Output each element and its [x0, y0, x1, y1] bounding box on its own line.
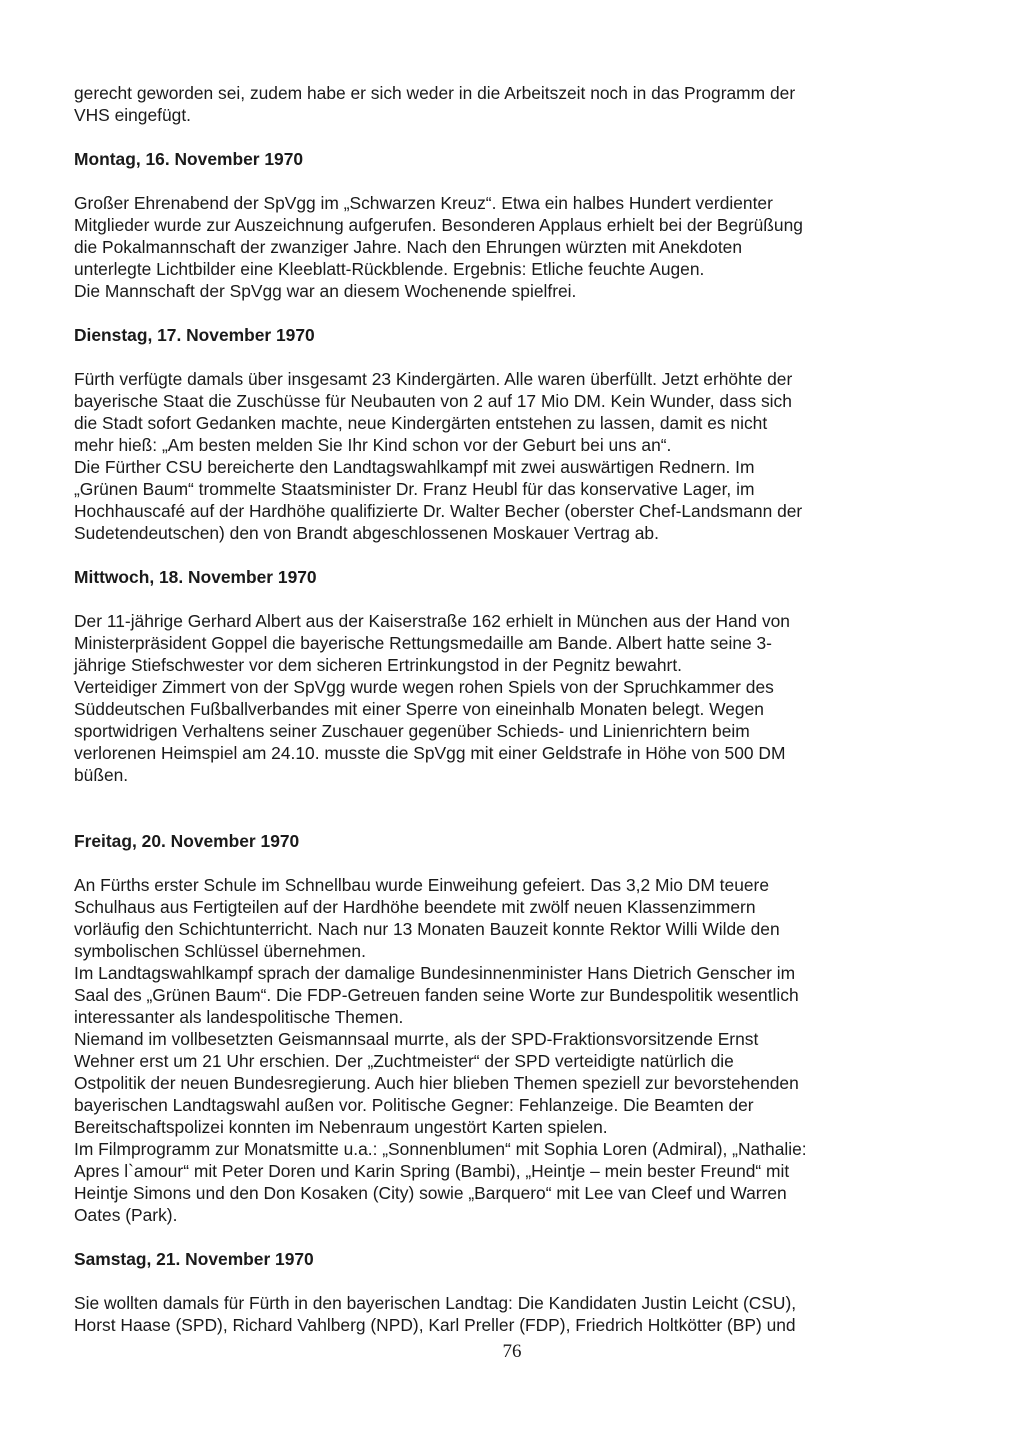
entry-heading-freitag: Freitag, 20. November 1970: [74, 831, 300, 851]
text-line: Bereitschaftspolizei konnten im Nebenraum ungestört Karten spielen.: [74, 1117, 608, 1137]
entry-paragraph-dienstag: [74, 368, 874, 544]
text-line: unterlegte Lichtbilder eine Kleeblatt-Rückblende. Ergebnis: Etliche feuchte Augen.: [74, 259, 705, 279]
text-line: Fürth verfügte damals über insgesamt 23 Kindergärten. Alle waren überfüllt. Jetzt erhöhte der: [74, 369, 793, 389]
text-line: Horst Haase (SPD), Richard Vahlberg (NPD), Karl Preller (FDP), Friedrich Holtkötter (BP) und: [74, 1315, 796, 1335]
entry-paragraph-mittwoch: [74, 610, 874, 786]
entry-paragraph-montag: [74, 192, 874, 302]
text-line: Sie wollten damals für Fürth in den bayerischen Landtag: Die Kandidaten Justin Leicht (CSU),: [74, 1293, 797, 1313]
text-line: Der 11-jährige Gerhard Albert aus der Kaiserstraße 162 erhielt in München aus der Hand von: [74, 611, 790, 631]
text-line: Ostpolitik der neuen Bundesregierung. Auch hier blieben Themen speziell zur bevorstehenden: [74, 1073, 799, 1093]
text-line: Ministerpräsident Goppel die bayerische Rettungsmedaille am Bande. Albert hatte seine 3-: [74, 633, 772, 653]
text-line: Großer Ehrenabend der SpVgg im „Schwarzen Kreuz“. Etwa ein halbes Hundert verdienter: [74, 193, 773, 213]
text-line: Wehner erst um 21 Uhr erschien. Der „Zuchtmeister“ der SPD verteidigte natürlich die: [74, 1051, 734, 1071]
text-line: gerecht geworden sei, zudem habe er sich weder in die Arbeitszeit noch in das Programm der: [74, 83, 796, 103]
text-line: Saal des „Grünen Baum“. Die FDP-Getreuen fanden seine Worte zur Bundespolitik wesentlich: [74, 985, 799, 1005]
text-line: interessanter als landespolitische Themen.: [74, 1007, 404, 1027]
text-line: Süddeutschen Fußballverbandes mit einer Sperre von eineinhalb Monaten belegt. Wegen: [74, 699, 764, 719]
text-line: bayerischen Landtagswahl außen vor. Politische Gegner: Fehlanzeige. Die Beamten der: [74, 1095, 754, 1115]
text-line: Heintje Simons und den Don Kosaken (City) sowie „Barquero“ mit Lee van Cleef und Warren: [74, 1183, 787, 1203]
text-line: vorläufig den Schichtunterricht. Nach nur 13 Monaten Bauzeit konnte Rektor Willi Wilde den: [74, 919, 780, 939]
text-line: Im Landtagswahlkampf sprach der damalige Bundesinnenminister Hans Dietrich Genscher im: [74, 963, 796, 983]
text-line: Die Mannschaft der SpVgg war an diesem Wochenende spielfrei.: [74, 281, 577, 301]
text-line: symbolischen Schlüssel übernehmen.: [74, 941, 366, 961]
text-line: mehr hieß: „Am besten melden Sie Ihr Kind schon vor der Geburt bei uns an“.: [74, 435, 672, 455]
entry-heading-samstag: Samstag, 21. November 1970: [74, 1249, 314, 1269]
text-line: Apres l`amour“ mit Peter Doren und Karin Spring (Bambi), „Heintje – mein bester Freund“ mit: [74, 1161, 790, 1181]
text-line: verlorenen Heimspiel am 24.10. musste die SpVgg mit einer Geldstrafe in Höhe von 500 DM: [74, 743, 786, 763]
entry-paragraph-samstag: [74, 1292, 874, 1336]
entry-heading-mittwoch: Mittwoch, 18. November 1970: [74, 567, 317, 587]
text-line: An Fürths erster Schule im Schnellbau wurde Einweihung gefeiert. Das 3,2 Mio DM teuere: [74, 875, 769, 895]
text-line: bayerische Staat die Zuschüsse für Neubauten von 2 auf 17 Mio DM. Kein Wunder, dass sich: [74, 391, 792, 411]
entry-heading-montag: Montag, 16. November 1970: [74, 149, 304, 169]
entry-paragraph-freitag: [74, 874, 874, 1226]
text-line: die Pokalmannschaft der zwanziger Jahre. Nach den Ehrungen würzten mit Anekdoten: [74, 237, 742, 257]
text-line: Oates (Park).: [74, 1205, 178, 1225]
text-line: Schulhaus aus Fertigteilen auf der Hardhöhe beendete mit zwölf neuen Klassenzimmern: [74, 897, 756, 917]
text-line: „Grünen Baum“ trommelte Staatsminister Dr. Franz Heubl für das konservative Lager, im: [74, 479, 755, 499]
page-number: 76: [502, 1341, 522, 1362]
entry-heading-dienstag: Dienstag, 17. November 1970: [74, 325, 315, 345]
text-line: büßen.: [74, 765, 129, 785]
text-line: VHS eingefügt.: [74, 105, 191, 125]
text-line: sportwidrigen Verhaltens seiner Zuschauer gegenüber Schieds- und Linienrichtern beim: [74, 721, 750, 741]
text-line: Mitglieder wurde zur Auszeichnung aufgerufen. Besonderen Applaus erhielt bei der Begrüßung: [74, 215, 803, 235]
text-line: Im Filmprogramm zur Monatsmitte u.a.: „Sonnenblumen“ mit Sophia Loren (Admiral), „Nathalie:: [74, 1139, 807, 1159]
text-line: Verteidiger Zimmert von der SpVgg wurde wegen rohen Spiels von der Spruchkammer des: [74, 677, 774, 697]
text-line: Hochhauscafé auf der Hardhöhe qualifizierte Dr. Walter Becher (oberster Chef-Landsmann der: [74, 501, 803, 521]
text-line: Die Fürther CSU bereicherte den Landtagswahlkampf mit zwei auswärtigen Rednern. Im: [74, 457, 755, 477]
document-page: [74, 82, 874, 1336]
text-line: die Stadt sofort Gedanken machte, neue Kindergärten entstehen zu lassen, damit es nicht: [74, 413, 768, 433]
intro-paragraph: [74, 82, 874, 126]
text-line: jährige Stiefschwester vor dem sicheren Ertrinkungstod in der Pegnitz bewahrt.: [74, 655, 683, 675]
text-line: Niemand im vollbesetzten Geismannsaal murrte, als der SPD-Fraktionsvorsitzende Ernst: [74, 1029, 759, 1049]
text-line: Sudetendeutschen) den von Brandt abgeschlossenen Moskauer Vertrag ab.: [74, 523, 659, 543]
